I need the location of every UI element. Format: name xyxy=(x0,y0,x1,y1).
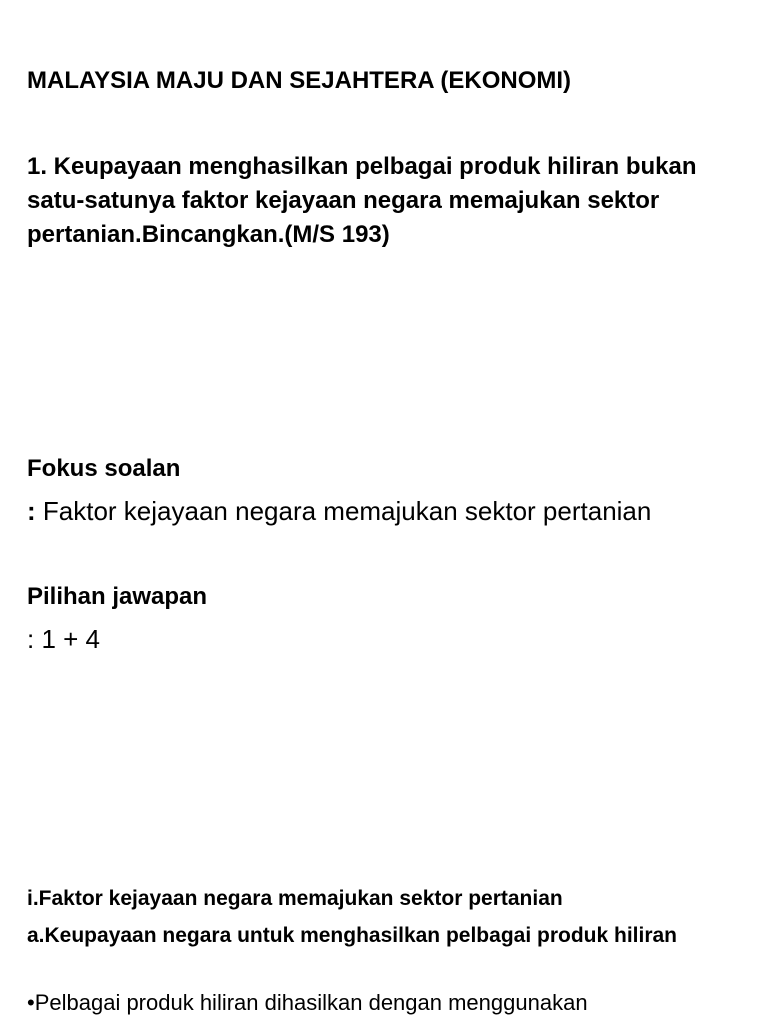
section-heading-i: i.Faktor kejayaan negara memajukan sektor pertanian xyxy=(27,887,563,910)
fokus-colon: : xyxy=(27,496,36,526)
fokus-text xyxy=(27,494,651,528)
point-a-heading: a.Keupayaan negara untuk menghasilkan pelbagai produk hiliran xyxy=(27,924,677,947)
fokus-heading: Fokus soalan xyxy=(27,455,181,482)
fokus-value: Faktor kejayaan negara memajukan sektor pertanian xyxy=(35,496,652,526)
document-title: MALAYSIA MAJU DAN SEJAHTERA (EKONOMI) xyxy=(27,67,572,94)
bullet-text: Pelbagai produk hiliran dihasilkan dengan menggunakan xyxy=(34,990,588,1015)
pilihan-heading: Pilihan jawapan xyxy=(27,583,208,610)
bullet-icon: • xyxy=(27,990,35,1015)
pilihan-value: : 1 + 4 xyxy=(27,624,100,654)
essay-question: 1. Keupayaan menghasilkan pelbagai produk hiliran bukan satu-satunya faktor kejayaan negara memajukan sektor pertanian.Bincangkan.(M/S 193) xyxy=(27,153,697,248)
bullet-item xyxy=(27,986,757,1020)
